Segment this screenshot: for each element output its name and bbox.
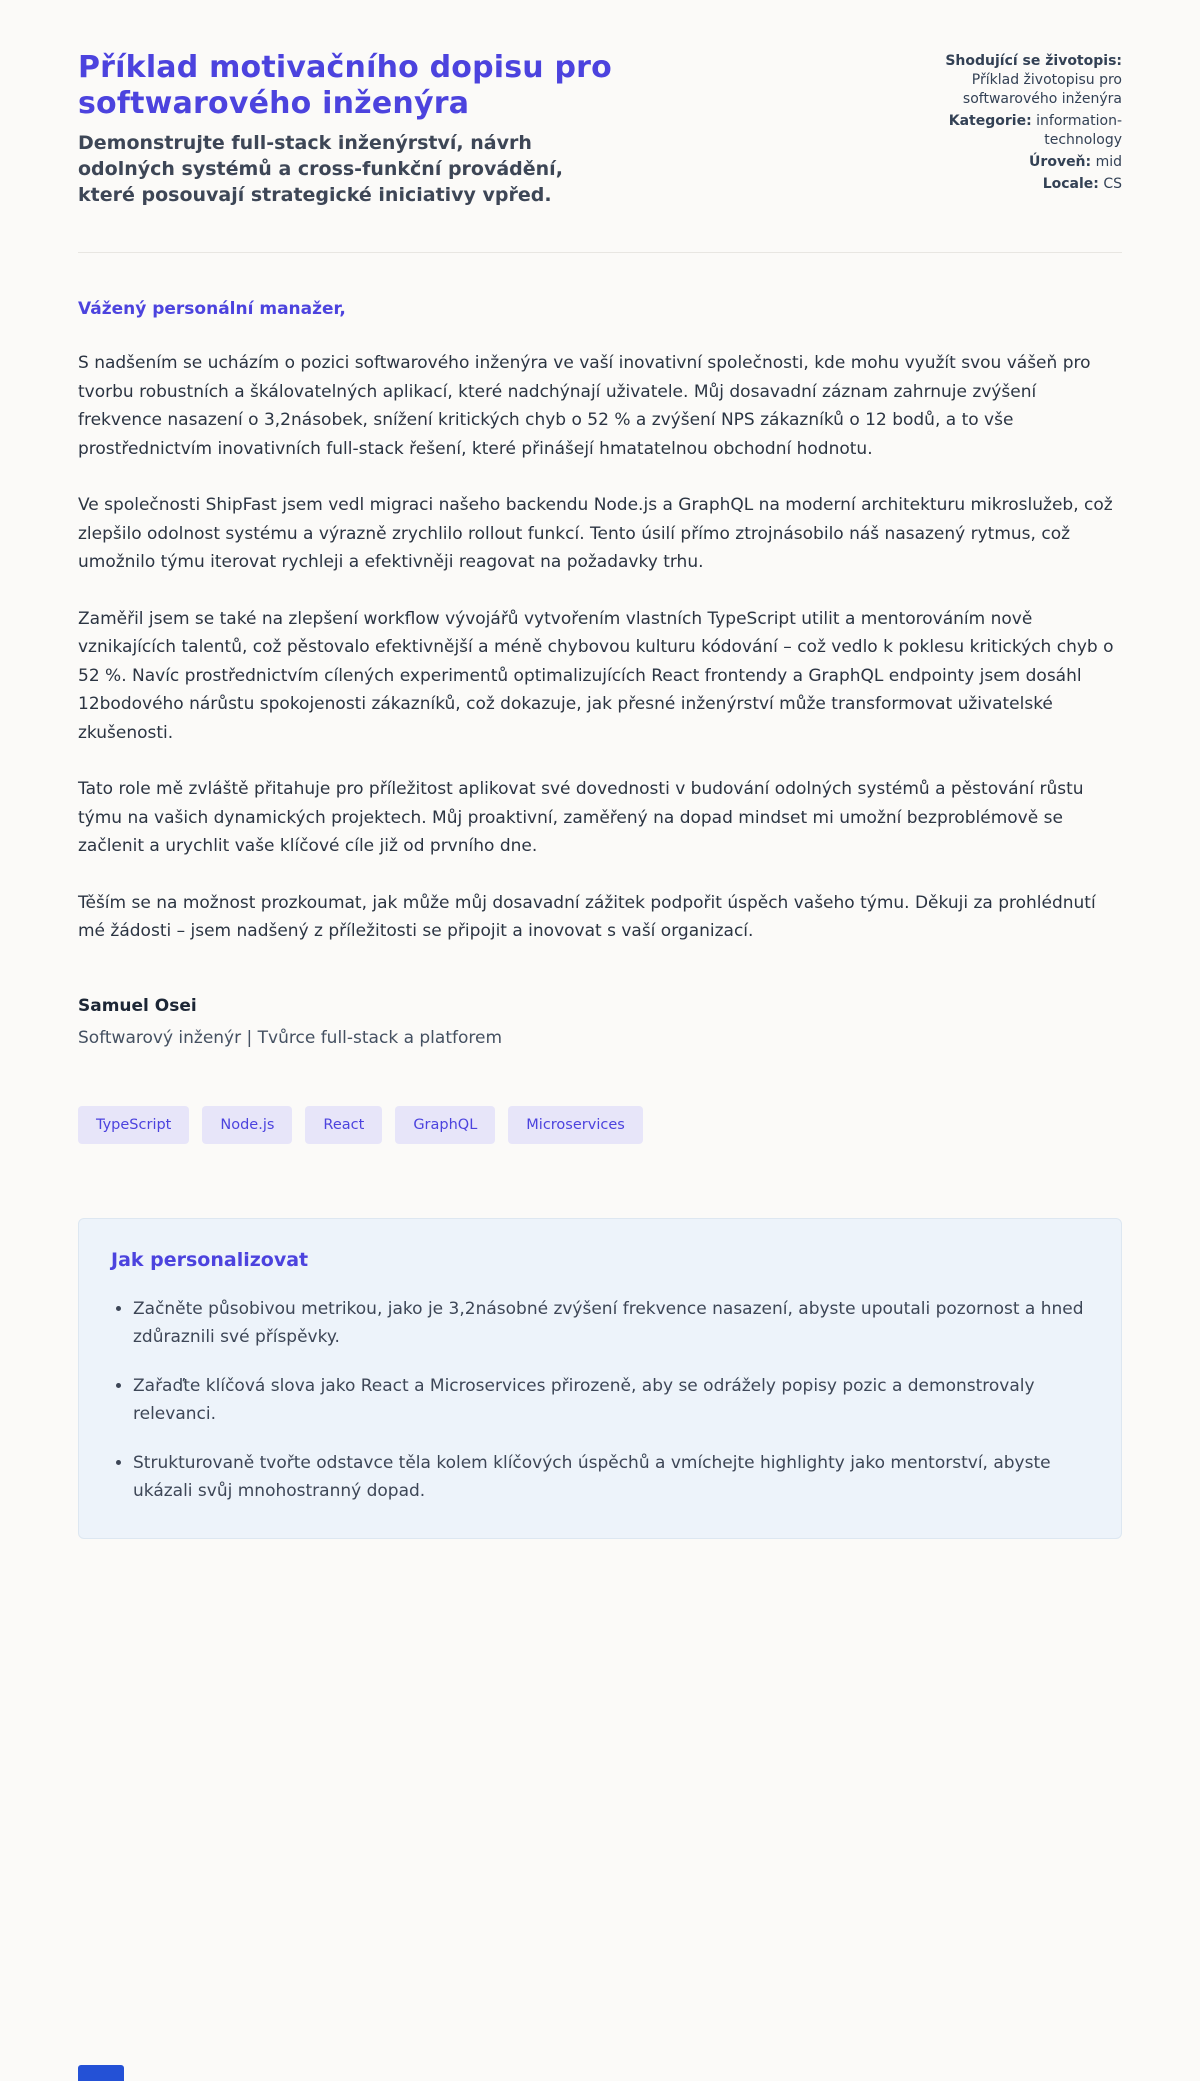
meta-item bbox=[908, 52, 1122, 109]
header-title-block bbox=[78, 50, 658, 208]
meta-item bbox=[908, 112, 1122, 150]
signature-title: Softwarový inženýr | Tvůrce full-stack a platforem bbox=[78, 1027, 503, 1048]
letter-paragraph: Ve společnosti ShipFast jsem vedl migraci našeho backendu Node.js a GraphQL na moderní architekturu mikroslužeb, což zlepšilo odolnost systému a výrazně zrychlilo rollout funkcí. Tento úsilí přímo ztrojnásobilo náš nasazený rytmus, což umožnilo týmu iterovat rychleji a efektivněji reagovat na požadavky trhu. bbox=[78, 495, 1113, 572]
skill-tags bbox=[78, 1106, 1122, 1144]
skill-tag: TypeScript bbox=[78, 1106, 189, 1144]
letter-paragraph: S nadšením se ucházím o pozici softwarového inženýra ve vaší inovativní společnosti, kde mohu využít svou vášeň pro tvorbu robustních a škálovatelných aplikací, které nadchýnají uživatele. Můj dosavadní záznam zahrnuje zvýšení frekvence nasazení o 3,2násobek, snížení kritických chyb o 52 % a zvýšení NPS zákazníků o 12 bodů, a to vše prostřednictvím inovativních full-stack řešení, které přinášejí hmatatelnou obchodní hodnotu. bbox=[78, 353, 1091, 459]
tips-heading: Jak personalizovat bbox=[111, 1248, 309, 1271]
letter-paragraph: Tato role mě zvláště přitahuje pro příležitost aplikovat své dovednosti v budování odolných systémů a pěstování růstu týmu na vašich dynamických projektech. Můj proaktivní, zaměřený na dopad mindset mi umožní bezproblémově se začlenit a urychlit vaše klíčové cíle již od prvního dne. bbox=[78, 779, 1084, 856]
letter-paragraph: Zaměřil jsem se také na zlepšení workflow vývojářů vytvořením vlastních TypeScript utilit a mentorováním nově vznikajících talentů, což pěstovalo efektivnější a méně chybovou kulturu kódování – což vedlo k poklesu kritických chyb o 52 %. Navíc prostřednictvím cílených experimentů optimalizujících React frontendy a GraphQL endpointy jsem dosáhl 12bodového nárůstu spokojenosti zákazníků, což dokazuje, jak přesné inženýrství může transformovat uživatelské zkušenosti. bbox=[78, 608, 1114, 743]
signature-name: Samuel Osei bbox=[78, 995, 197, 1016]
tip-item: • Zařaďte klíčová slova jako React a Microservices přirozeně, aby se odrážely popisy pozic a demonstrovaly relevanci. bbox=[133, 1372, 1089, 1429]
header bbox=[78, 50, 1122, 208]
skill-tag: GraphQL bbox=[395, 1106, 495, 1144]
meta-value: mid bbox=[1095, 154, 1122, 170]
skill-tag: Node.js bbox=[202, 1106, 292, 1144]
tip-item: • Začněte působivou metrikou, jako je 3,2násobné zvýšení frekvence nasazení, abyste upoutali pozornost a hned zdůraznili své příspěvky. bbox=[133, 1295, 1089, 1352]
meta-value: CS bbox=[1103, 176, 1122, 192]
letter-paragraph: Těším se na možnost prozkoumat, jak může můj dosavadní zážitek podpořit úspěch vašeho týmu. Děkuji za prohlédnutí mé žádosti – jsem nadšený z příležitosti se připojit a inovovat s vaší organizací. bbox=[78, 892, 1096, 941]
tips-list bbox=[111, 1295, 1089, 1506]
page-title: Příklad motivačního dopisu pro softwarového inženýra bbox=[78, 50, 612, 121]
letter-body bbox=[78, 299, 1122, 1048]
page-subtitle: Demonstrujte full-stack inženýrství, návrh odolných systémů a cross-funkční provádění, které posouvají strategické iniciativy vpřed. bbox=[78, 132, 563, 206]
tip-item: • Strukturovaně tvořte odstavce těla kolem klíčových úspěchů a vmíchejte highlighty jako mentorství, abyste ukázali svůj mnohostranný dopad. bbox=[133, 1449, 1089, 1506]
cutoff-bottom-button[interactable] bbox=[78, 2065, 124, 2081]
letter-paragraphs bbox=[78, 349, 1122, 946]
meta-item bbox=[908, 175, 1122, 194]
meta-label: Úroveň: bbox=[1029, 154, 1092, 170]
meta-label: Shodující se životopis: bbox=[945, 53, 1122, 69]
skill-tag: Microservices bbox=[508, 1106, 643, 1144]
meta-label: Locale: bbox=[1042, 176, 1099, 192]
meta-value: Příklad životopisu pro softwarového inženýra bbox=[962, 72, 1122, 107]
letter-greeting: Vážený personální manažer, bbox=[78, 299, 346, 319]
skill-tag: React bbox=[305, 1106, 382, 1144]
personalization-tips-box bbox=[78, 1218, 1122, 1539]
meta-item bbox=[908, 153, 1122, 172]
header-divider bbox=[78, 252, 1122, 253]
meta-value: information-technology bbox=[1036, 113, 1122, 148]
meta-label: Kategorie: bbox=[948, 113, 1032, 129]
meta-panel bbox=[908, 52, 1122, 197]
